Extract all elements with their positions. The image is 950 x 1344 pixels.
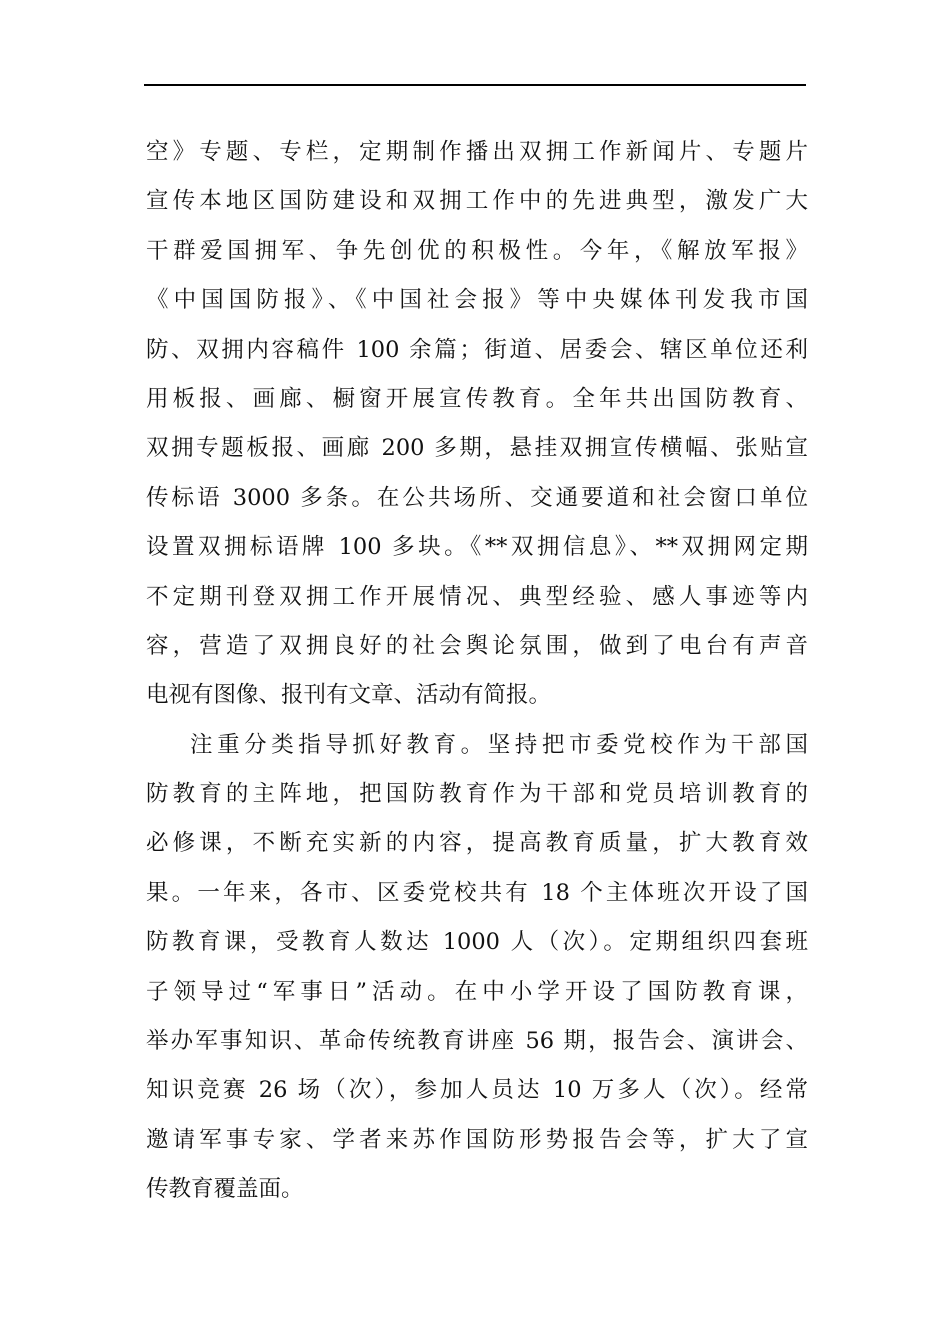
text-line: 知识竞赛 26 场（次），参加人员达 10 万多人（次）。经常 [146,1077,808,1104]
text-line: 邀请军事专家、学者来苏作国防形势报告会等，扩大了宣 [146,1126,808,1153]
text-line: 举办军事知识、革命传统教育讲座 56 期，报告会、演讲会、 [146,1028,808,1055]
text-line: 宣传本地区国防建设和双拥工作中的先进典型，激发广大 [146,188,808,215]
text-line: 果。一年来，各市、区委党校共有 18 个主体班次开设了国 [146,879,808,906]
text-line: 用板报、画廊、橱窗开展宣传教育。全年共出国防教育、 [146,385,808,412]
text-line: 传标语 3000 多条。在公共场所、交通要道和社会窗口单位 [146,484,808,511]
text-line: 注重分类指导抓好教育。坚持把市委党校作为干部国 [190,731,808,758]
text-line: 容，营造了双拥良好的社会舆论氛围，做到了电台有声音 [146,632,808,659]
text-line: 《中国国防报》、《中国社会报》等中央媒体刊发我市国 [146,287,808,314]
text-line: 传教育覆盖面。 [146,1176,304,1203]
header-rule [144,84,806,86]
text-line: 不定期刊登双拥工作开展情况、典型经验、感人事迹等内 [146,583,808,610]
text-line: 防教育的主阵地，把国防教育作为干部和党员培训教育的 [146,781,808,808]
text-line: 必修课，不断充实新的内容，提高教育质量，扩大教育效 [146,830,808,857]
text-line: 空》专题、专栏，定期制作播出双拥工作新闻片、专题片 [146,139,808,165]
text-line: 防教育课，受教育人数达 1000 人（次）。定期组织四套班 [146,929,808,956]
text-line: 干群爱国拥军、争先创优的积极性。今年，《解放军报》 [146,237,808,264]
text-line: 防、双拥内容稿件 100 余篇；街道、居委会、辖区单位还利 [146,336,808,363]
text-line: 电视有图像、报刊有文章、活动有简报。 [146,682,552,709]
text-line: 双拥专题板报、画廊 200 多期，悬挂双拥宣传横幅、张贴宣 [146,435,808,462]
paragraph-1 [146,128,808,721]
text-line: 子领导过“军事日”活动。在中小学开设了国防教育课， [146,978,808,1005]
body-text [146,128,808,1215]
paragraph-2 [146,721,808,1215]
text-line: 设置双拥标语牌 100 多块。《**双拥信息》、**双拥网定期 [146,534,808,561]
